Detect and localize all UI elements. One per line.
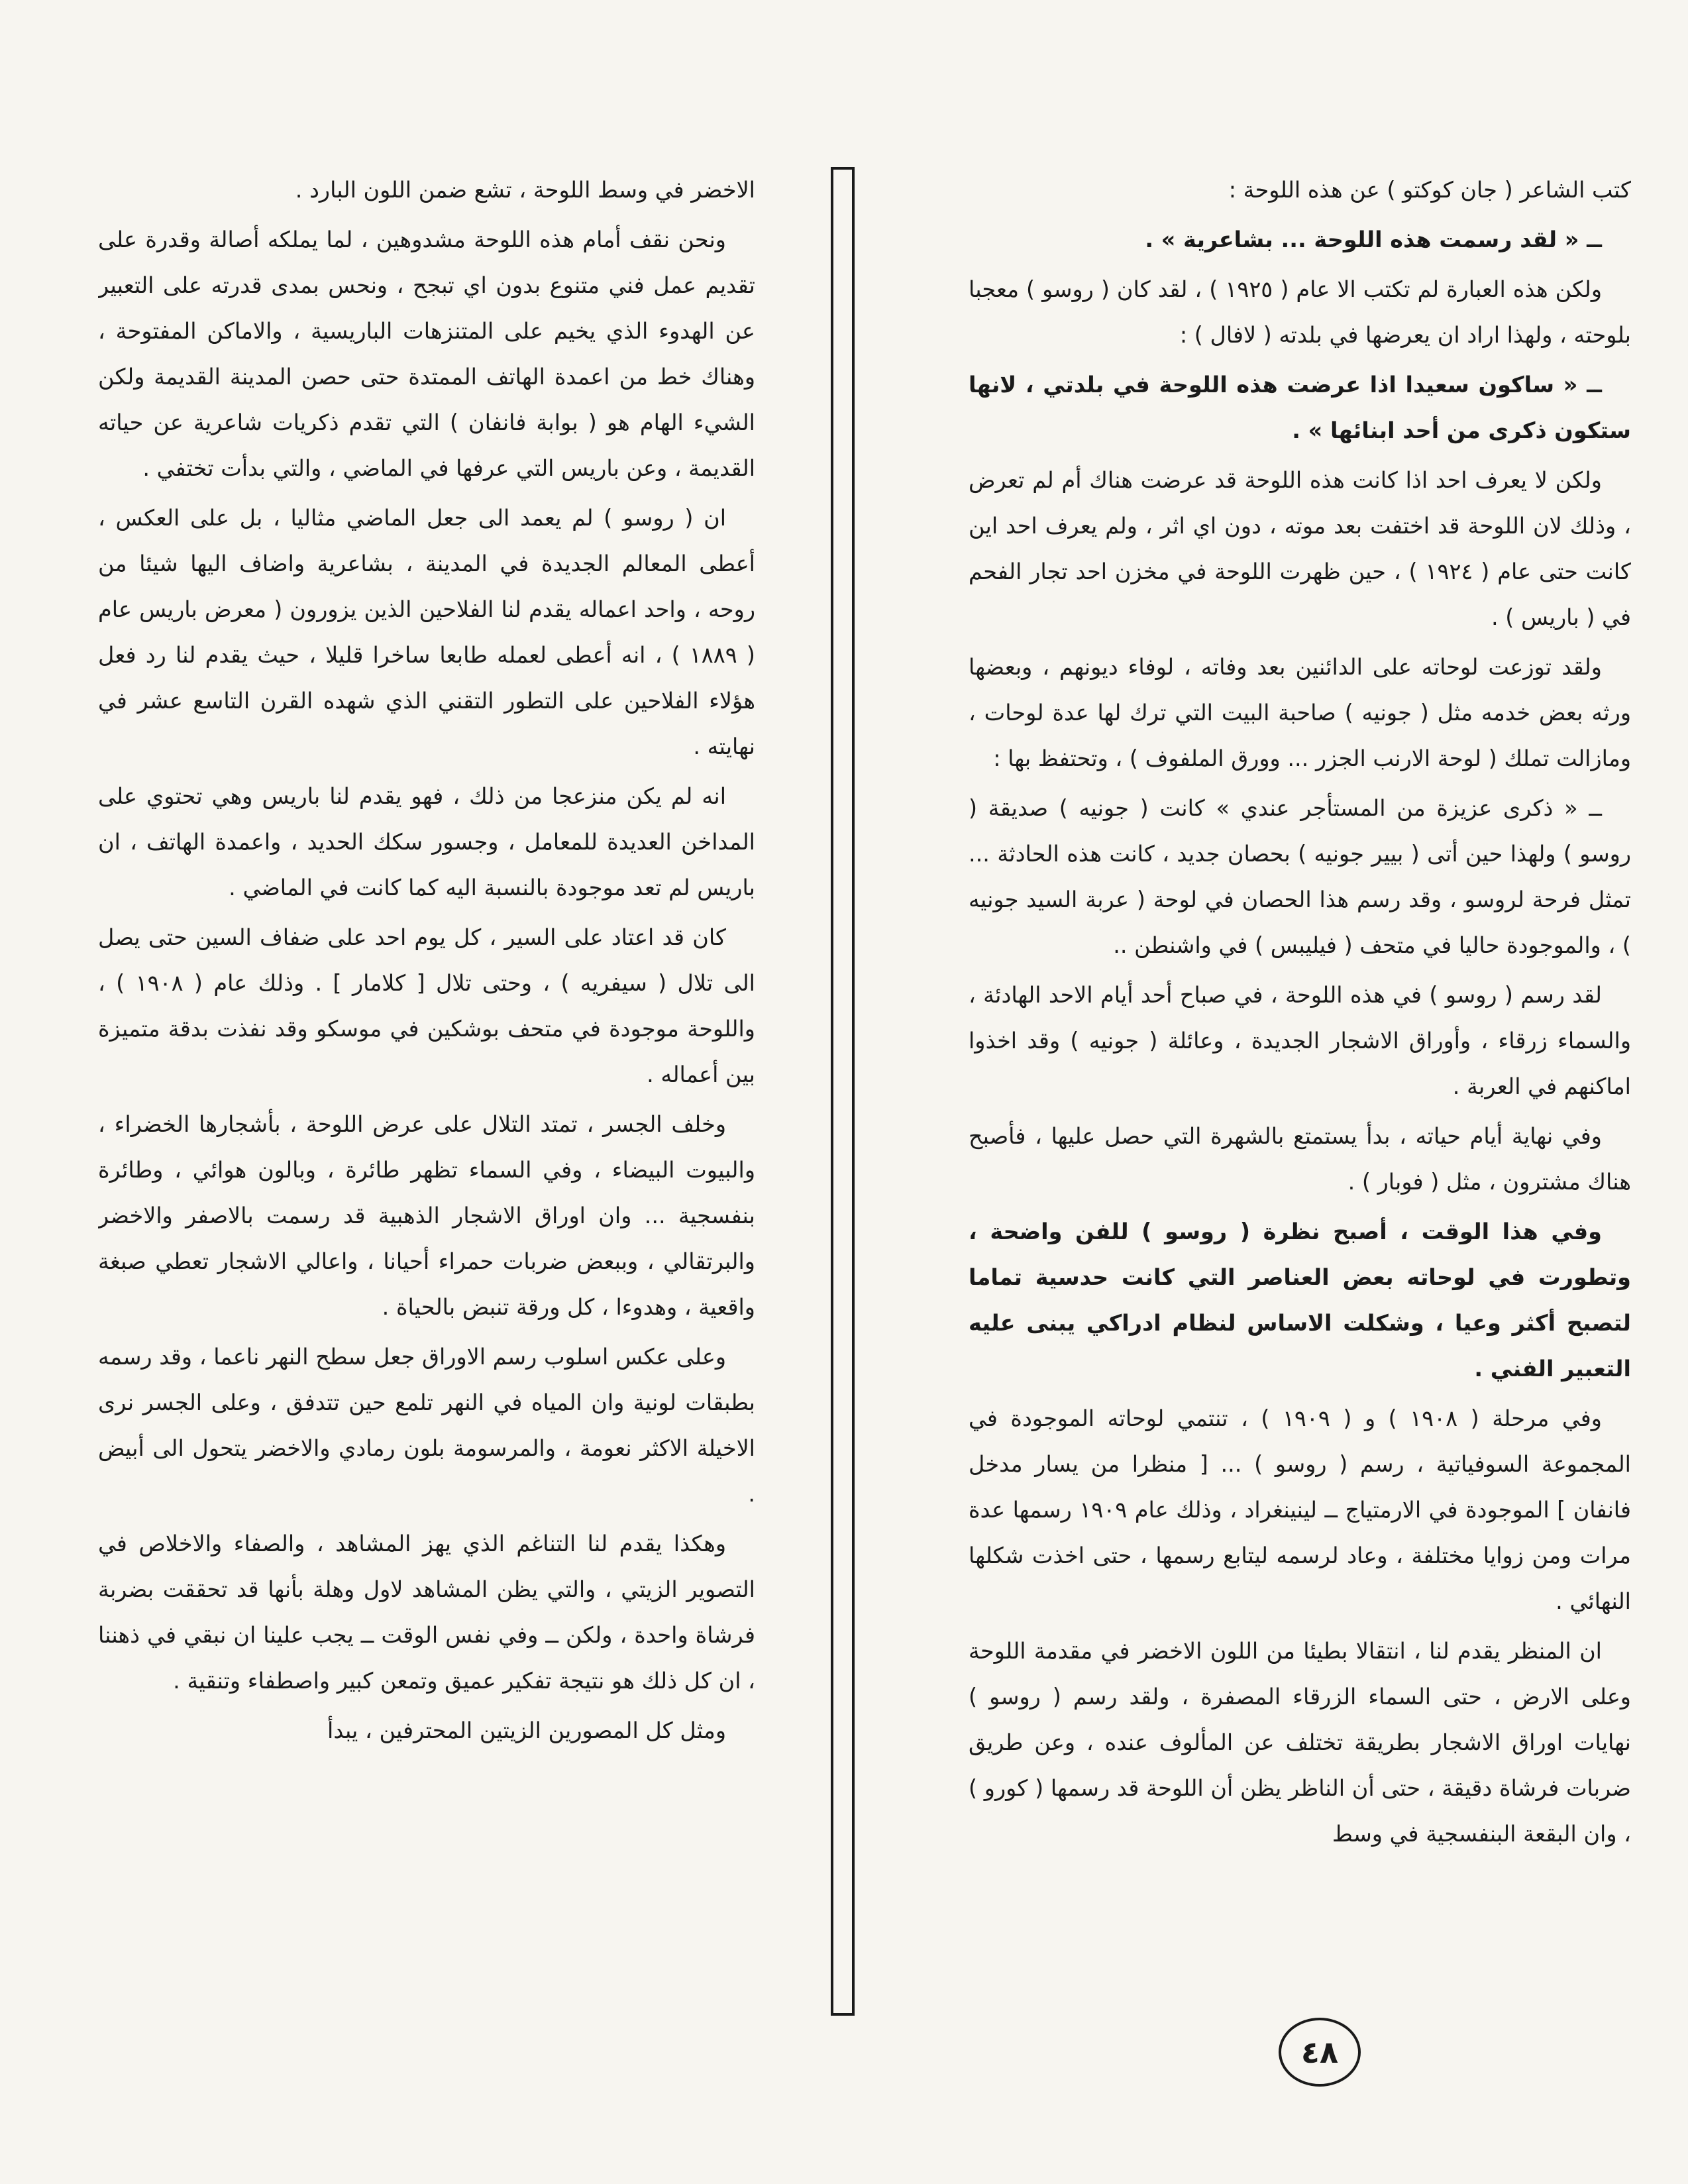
paragraph: ولكن لا يعرف احد اذا كانت هذه اللوحة قد عرضت هناك أم لم تعرض ، وذلك لان اللوحة قد اختفت بعد موته ، دون اي اثر ، ولم يعرف احد اين كانت حتى عام ( ١٩٢٤ ) ، حين ظهرت اللوحة في مخزن احد تجار الفحم في ( باريس ) . [969, 467, 1631, 630]
paragraph: ان ( روسو ) لم يعمد الى جعل الماضي مثاليا ، بل على العكس ، أعطى المعالم الجديدة في المدينة ، بشاعرية واضاف اليها شيئا من روحه ، واحد اعماله يقدم لنا الفلاحين الذين يزورون ( معرض باريس عام ( ١٨٨٩ ) ، انه أعطى لعمله طابعا ساخرا قليلا ، حيث يقدم لنا رد فعل هؤلاء الفلاحين على التطور التقني الذي شهده القرن التاسع عشر في نهايته . [98, 505, 755, 759]
quote-paragraph: ــ « ساكون سعيدا اذا عرضت هذه اللوحة في بلدتي ، لانها ستكون ذكرى من أحد ابنائها » . [969, 372, 1631, 443]
paragraph: كان قد اعتاد على السير ، كل يوم احد على ضفاف السين حتى يصل الى تلال ( سيفريه ) ، وحتى تلال [ كلامار ] . وذلك عام ( ١٩٠٨ ) ، واللوحة موجودة في متحف بوشكين في موسكو وقد نفذت بدقة متميزة بين أعماله . [98, 924, 755, 1087]
paragraph: وهكذا يقدم لنا التناغم الذي يهز المشاهد ، والصفاء والاخلاص في التصوير الزيتي ، والتي يظن المشاهد لاول وهلة بأنها قد تحققت بضربة فرشاة واحدة ، ولكن ــ وفي نفس الوقت ــ يجب علينا ان نبقي في ذهننا ، ان كل ذلك هو نتيجة تفكير عميق وتمعن كبير واصطفاء وتنقية . [98, 1531, 755, 1694]
paragraph: ولقد توزعت لوحاته على الدائنين بعد وفاته ، لوفاء ديونهم ، وبعضها ورثه بعض خدمه مثل ( جونيه ) صاحبة البيت التي ترك لها عدة لوحات ، ومازالت تملك ( لوحة الارنب الجزر ... وورق الملفوف ) ، وتحتفظ بها : [969, 654, 1631, 771]
quote-paragraph: ــ « لقد رسمت هذه اللوحة ... بشاعرية » . [1145, 227, 1602, 252]
column-divider [831, 167, 855, 2016]
paragraph: ومثل كل المصورين الزيتين المحترفين ، يبدأ [327, 1718, 726, 1743]
paragraph: ــ « ذكرى عزيزة من المستأجر عندي » كانت ( جونيه ) صديقة ( روسو ) ولهذا حين أتى ( بيير جونيه ) بحصان جديد ، كانت هذه الحادثة ... تمثل فرحة لروسو ، وقد رسم هذا الحصان في لوحة ( عربة السيد جونيه ) ، والموجودة حاليا في متحف ( فيليبس ) في واشنطن .. [969, 795, 1631, 958]
paragraph: وعلى عكس اسلوب رسم الاوراق جعل سطح النهر ناعما ، وقد رسمه بطبقات لونية وان المياه في النهر تلمع حين تتدفق ، وعلى الجسر نرى الاخيلة الاكثر نعومة ، والمرسومة بلون رمادي والاخضر يتحول الى أبيض . [98, 1344, 755, 1507]
paragraph: انه لم يكن منزعجا من ذلك ، فهو يقدم لنا باريس وهي تحتوي على المداخن العديدة للمعامل ، وجسور سكك الحديد ، واعمدة الهاتف ، ان باريس لم تعد موجودة بالنسبة اليه كما كانت في الماضي . [98, 783, 755, 901]
paragraph: وفي مرحلة ( ١٩٠٨ ) و ( ١٩٠٩ ) ، تنتمي لوحاته الموجودة في المجموعة السوفياتية ، رسم ( روسو ) ... [ منظرا من يسار مدخل فانفان ] الموجودة في الارمتياج ــ لينينغراد ، وذلك عام ١٩٠٩ رسمها عدة مرات ومن زوايا مختلفة ، وعاد لرسمه ليتابع رسمها ، حتى اخذت شكلها النهائي . [969, 1405, 1631, 1614]
paragraph: لقد رسم ( روسو ) في هذه اللوحة ، في صباح أحد أيام الاحد الهادئة ، والسماء زرقاء ، وأوراق الاشجار الجديدة ، وعائلة ( جونيه ) وقد اخذوا اماكنهم في العربة . [969, 982, 1631, 1099]
emphasis-paragraph: وفي هذا الوقت ، أصبح نظرة ( روسو ) للفن واضحة ، وتطورت في لوحاته بعض العناصر التي كانت حدسية تماما لتصبح أكثر وعيا ، وشكلت الاساس لنظام ادراكي يبنى عليه التعبير الفني . [969, 1219, 1631, 1382]
left-text-column [98, 167, 755, 2009]
paragraph: ولكن هذه العبارة لم تكتب الا عام ( ١٩٢٥ ) ، لقد كان ( روسو ) معجبا بلوحته ، ولهذا اراد ان يعرضها في بلدته ( لافال ) : [969, 276, 1631, 348]
paragraph: ونحن نقف أمام هذه اللوحة مشدوهين ، لما يملكه أصالة وقدرة على تقديم عمل فني متنوع بدون اي تبجح ، ونحس بمدى قدرته على التعبير عن الهدوء الذي يخيم على المتنزهات الباريسية ، والاماكن المفتوحة ، وهناك خط من اعمدة الهاتف الممتدة حتى حصن المدينة القديمة ولكن الشيء الهام هو ( بوابة فانفان ) التي تقدم ذكريات شاعرية عن حياته القديمة ، وعن باريس التي عرفها في الماضي ، والتي بدأت تختفي . [98, 227, 755, 481]
paragraph: الاخضر في وسط اللوحة ، تشع ضمن اللون البارد . [295, 177, 755, 203]
page-number: ٤٨ [1279, 2018, 1361, 2087]
paragraph: كتب الشاعر ( جان كوكتو ) عن هذه اللوحة : [1228, 177, 1631, 203]
right-text-column [969, 167, 1631, 2009]
paragraph: ان المنظر يقدم لنا ، انتقالا بطيئا من اللون الاخضر في مقدمة اللوحة وعلى الارض ، حتى السماء الزرقاء المصفرة ، ولقد رسم ( روسو ) نهايات اوراق الاشجار بطريقة تختلف عن المألوف عنده ، وعن طريق ضربات فرشاة دقيقة ، حتى أن الناظر يظن أن اللوحة قد رسمها ( كورو ) ، وان البقعة البنفسجية في وسط [969, 1638, 1631, 1847]
paragraph: وخلف الجسر ، تمتد التلال على عرض اللوحة ، بأشجارها الخضراء ، والبيوت البيضاء ، وفي السماء تظهر طائرة ، وبالون هوائي ، وطائرة بنفسجية ... وان اوراق الاشجار الذهبية قد رسمت بالاصفر والاخضر والبرتقالي ، وببعض ضربات حمراء أحيانا ، واعالي الاشجار تعطي صبغة واقعية ، وهدوءا ، كل ورقة تنبض بالحياة . [98, 1111, 755, 1320]
paragraph: وفي نهاية أيام حياته ، بدأ يستمتع بالشهرة التي حصل عليها ، فأصبح هناك مشترون ، مثل ( فوبار ) . [969, 1123, 1631, 1195]
